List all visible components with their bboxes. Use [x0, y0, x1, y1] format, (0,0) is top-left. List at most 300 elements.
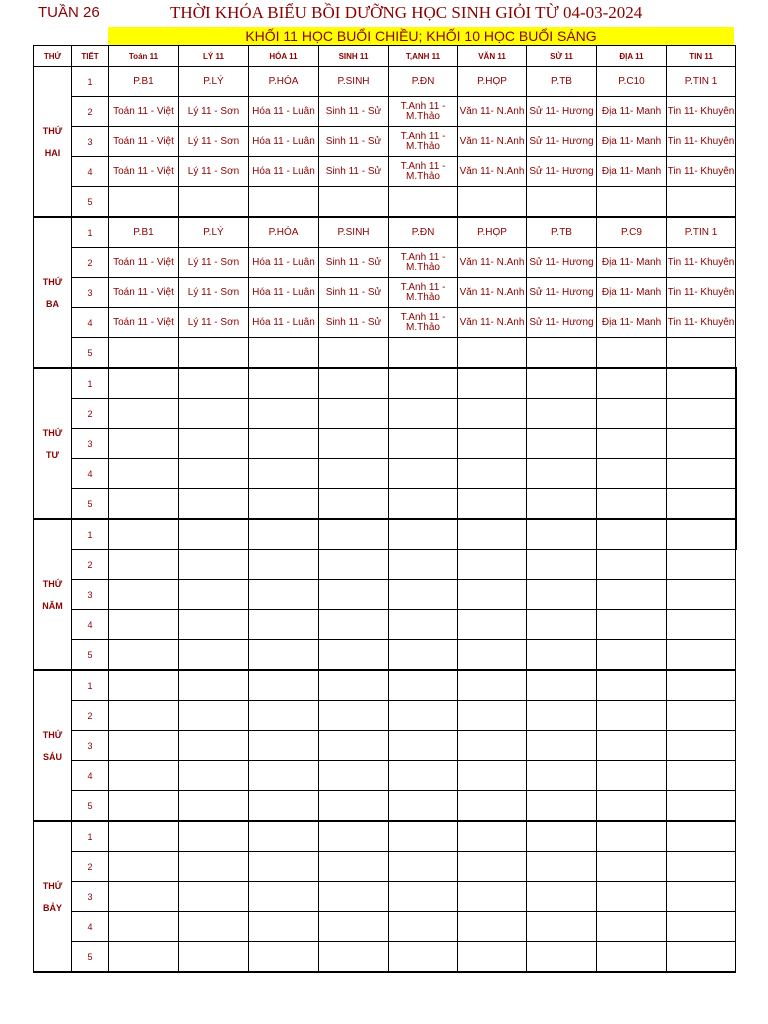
- schedule-cell: Văn 11- N.Anh: [458, 278, 527, 308]
- schedule-cell: [319, 670, 389, 701]
- period-number: 1: [72, 217, 109, 248]
- schedule-cell: [458, 459, 527, 489]
- schedule-cell: [597, 670, 667, 701]
- schedule-cell: P.HỌP: [458, 67, 527, 97]
- schedule-cell: [389, 701, 458, 731]
- schedule-cell: [597, 912, 667, 942]
- schedule-cell: Sinh 11 - Sử: [319, 308, 389, 338]
- schedule-cell: Sinh 11 - Sử: [319, 248, 389, 278]
- schedule-cell: [527, 429, 597, 459]
- schedule-cell: [597, 761, 667, 791]
- table-row: [34, 97, 736, 127]
- day-label-line: THỨ: [42, 276, 63, 287]
- schedule-cell: [389, 489, 458, 520]
- schedule-cell: [319, 640, 389, 671]
- table-row: [34, 278, 736, 308]
- period-number: 4: [72, 157, 109, 187]
- schedule-cell: [527, 580, 597, 610]
- schedule-cell: [597, 640, 667, 671]
- schedule-cell: [249, 610, 319, 640]
- schedule-cell: [319, 912, 389, 942]
- schedule-cell: [597, 580, 667, 610]
- schedule-cell: [667, 821, 736, 852]
- table-row: [34, 489, 736, 520]
- schedule-cell: Toán 11 - Việt: [109, 308, 179, 338]
- schedule-cell: [249, 852, 319, 882]
- schedule-cell: [109, 550, 179, 580]
- table-row: [34, 399, 736, 429]
- schedule-cell: [109, 731, 179, 761]
- schedule-cell: [179, 640, 249, 671]
- period-number: 2: [72, 701, 109, 731]
- schedule-cell: Tin 11- Khuyên: [667, 127, 736, 157]
- schedule-cell: [458, 429, 527, 459]
- column-header: Toán 11: [109, 46, 179, 67]
- schedule-cell: [179, 550, 249, 580]
- page-title: THỜI KHÓA BIỂU BỒI DƯỠNG HỌC SINH GIỎI TỪ 04-03-2024: [170, 3, 643, 22]
- schedule-cell: [458, 852, 527, 882]
- schedule-cell: Sinh 11 - Sử: [319, 127, 389, 157]
- schedule-cell: [249, 429, 319, 459]
- schedule-cell: [597, 942, 667, 973]
- schedule-cell: Hóa 11 - Luân: [249, 157, 319, 187]
- schedule-cell: [179, 459, 249, 489]
- schedule-cell: [179, 399, 249, 429]
- schedule-cell: [597, 731, 667, 761]
- schedule-cell: Văn 11- N.Anh: [458, 127, 527, 157]
- schedule-cell: [458, 550, 527, 580]
- schedule-cell: [249, 459, 319, 489]
- schedule-cell: [458, 912, 527, 942]
- schedule-cell: [527, 821, 597, 852]
- period-number: 3: [72, 429, 109, 459]
- schedule-cell: [249, 550, 319, 580]
- schedule-cell: [667, 761, 736, 791]
- schedule-cell: Hóa 11 - Luân: [249, 248, 319, 278]
- schedule-cell: [319, 882, 389, 912]
- schedule-cell: [597, 399, 667, 429]
- schedule-cell: [458, 580, 527, 610]
- day-label-line: THỨ: [42, 729, 63, 740]
- schedule-cell: [179, 942, 249, 973]
- schedule-cell: Địa 11- Manh: [597, 308, 667, 338]
- day-label: [34, 821, 72, 972]
- schedule-cell: T.Anh 11 - M.Thảo: [389, 157, 458, 187]
- schedule-cell: [109, 821, 179, 852]
- schedule-cell: Lý 11 - Sơn: [179, 278, 249, 308]
- schedule-cell: [319, 610, 389, 640]
- schedule-cell: [109, 610, 179, 640]
- schedule-cell: P.HÓA: [249, 217, 319, 248]
- schedule-cell: [249, 670, 319, 701]
- schedule-cell: T.Anh 11 - M.Thảo: [389, 248, 458, 278]
- schedule-cell: [389, 368, 458, 399]
- schedule-cell: [389, 852, 458, 882]
- schedule-cell: [597, 187, 667, 218]
- table-row: [34, 519, 736, 550]
- schedule-cell: [458, 338, 527, 369]
- schedule-cell: [109, 338, 179, 369]
- schedule-cell: [319, 821, 389, 852]
- schedule-cell: [389, 610, 458, 640]
- schedule-cell: Sinh 11 - Sử: [319, 97, 389, 127]
- schedule-cell: P.C9: [597, 217, 667, 248]
- schedule-cell: [597, 429, 667, 459]
- column-header: LÝ 11: [179, 46, 249, 67]
- schedule-cell: [458, 791, 527, 822]
- schedule-cell: [597, 610, 667, 640]
- period-number: 1: [72, 519, 109, 550]
- schedule-cell: [109, 942, 179, 973]
- schedule-cell: [389, 761, 458, 791]
- schedule-cell: [597, 519, 667, 550]
- period-number: 4: [72, 308, 109, 338]
- schedule-cell: Địa 11- Manh: [597, 278, 667, 308]
- schedule-cell: [319, 731, 389, 761]
- schedule-cell: [249, 338, 319, 369]
- period-number: 2: [72, 852, 109, 882]
- schedule-cell: [667, 368, 736, 399]
- schedule-cell: [527, 852, 597, 882]
- schedule-cell: [319, 550, 389, 580]
- table-row: [34, 821, 736, 852]
- schedule-cell: [597, 338, 667, 369]
- schedule-cell: [667, 519, 736, 550]
- schedule-cell: Toán 11 - Việt: [109, 97, 179, 127]
- schedule-cell: P.TB: [527, 217, 597, 248]
- schedule-cell: Sử 11- Hương: [527, 308, 597, 338]
- table-row: [34, 248, 736, 278]
- schedule-cell: [249, 942, 319, 973]
- schedule-cell: P.B1: [109, 217, 179, 248]
- schedule-cell: [527, 338, 597, 369]
- table-row: [34, 701, 736, 731]
- week-label: TUẦN 26: [38, 4, 100, 21]
- schedule-cell: Tin 11- Khuyên: [667, 97, 736, 127]
- schedule-cell: [389, 731, 458, 761]
- schedule-cell: [179, 701, 249, 731]
- day-label: [34, 368, 72, 519]
- schedule-cell: [527, 942, 597, 973]
- schedule-cell: P.TIN 1: [667, 217, 736, 248]
- schedule-cell: [319, 852, 389, 882]
- schedule-cell: [667, 550, 736, 580]
- schedule-cell: Tin 11- Khuyên: [667, 278, 736, 308]
- schedule-cell: [458, 761, 527, 791]
- period-number: 3: [72, 882, 109, 912]
- column-header: SỬ 11: [527, 46, 597, 67]
- day-label-line: THỨ: [42, 427, 63, 438]
- schedule-cell: [597, 550, 667, 580]
- period-number: 3: [72, 731, 109, 761]
- schedule-cell: Sử 11- Hương: [527, 248, 597, 278]
- schedule-cell: [389, 912, 458, 942]
- table-row: [34, 731, 736, 761]
- period-number: 3: [72, 278, 109, 308]
- schedule-cell: [527, 882, 597, 912]
- schedule-cell: [179, 852, 249, 882]
- schedule-cell: [667, 429, 736, 459]
- schedule-cell: [389, 670, 458, 701]
- schedule-cell: Hóa 11 - Luân: [249, 127, 319, 157]
- period-number: 5: [72, 187, 109, 218]
- schedule-cell: Toán 11 - Việt: [109, 157, 179, 187]
- schedule-cell: [179, 791, 249, 822]
- schedule-cell: P.HỌP: [458, 217, 527, 248]
- schedule-cell: [458, 942, 527, 973]
- schedule-cell: [458, 519, 527, 550]
- schedule-cell: [319, 429, 389, 459]
- schedule-cell: [527, 399, 597, 429]
- table-row: [34, 912, 736, 942]
- schedule-cell: [109, 852, 179, 882]
- schedule-cell: [667, 489, 736, 520]
- table-row: [34, 308, 736, 338]
- schedule-cell: [667, 942, 736, 973]
- day-label-line: NĂM: [42, 600, 63, 611]
- schedule-cell: [109, 701, 179, 731]
- schedule-cell: [389, 791, 458, 822]
- schedule-cell: Sử 11- Hương: [527, 97, 597, 127]
- schedule-cell: [179, 912, 249, 942]
- schedule-cell: P.B1: [109, 67, 179, 97]
- schedule-cell: P.LÝ: [179, 217, 249, 248]
- schedule-cell: [179, 821, 249, 852]
- schedule-cell: [319, 761, 389, 791]
- day-label-line: BẢY: [42, 902, 62, 913]
- period-number: 4: [72, 610, 109, 640]
- schedule-cell: [458, 399, 527, 429]
- schedule-cell: [249, 791, 319, 822]
- schedule-cell: [179, 187, 249, 218]
- day-label-line: BA: [46, 298, 59, 309]
- schedule-cell: [319, 459, 389, 489]
- column-header: THỨ: [34, 46, 72, 67]
- table-row: [34, 791, 736, 822]
- table-row: [34, 610, 736, 640]
- schedule-cell: Hóa 11 - Luân: [249, 308, 319, 338]
- table-row: [34, 942, 736, 973]
- schedule-cell: [389, 550, 458, 580]
- schedule-cell: [109, 761, 179, 791]
- period-number: 4: [72, 912, 109, 942]
- schedule-cell: [389, 399, 458, 429]
- schedule-cell: [109, 640, 179, 671]
- table-row: [34, 217, 736, 248]
- schedule-cell: [458, 701, 527, 731]
- period-number: 3: [72, 580, 109, 610]
- schedule-cell: [389, 821, 458, 852]
- schedule-cell: [179, 338, 249, 369]
- schedule-cell: [667, 731, 736, 761]
- schedule-cell: Hóa 11 - Luân: [249, 278, 319, 308]
- schedule-cell: [389, 882, 458, 912]
- schedule-cell: [597, 852, 667, 882]
- day-label-line: THỨ: [42, 578, 63, 589]
- schedule-cell: [179, 761, 249, 791]
- period-number: 1: [72, 821, 109, 852]
- period-number: 3: [72, 127, 109, 157]
- schedule-cell: [527, 701, 597, 731]
- schedule-cell: T.Anh 11 - M.Thảo: [389, 308, 458, 338]
- schedule-cell: [249, 701, 319, 731]
- schedule-cell: [667, 791, 736, 822]
- schedule-cell: Tin 11- Khuyên: [667, 308, 736, 338]
- schedule-cell: [109, 187, 179, 218]
- period-number: 5: [72, 942, 109, 973]
- schedule-cell: [319, 791, 389, 822]
- table-row: [34, 459, 736, 489]
- schedule-cell: [667, 187, 736, 218]
- schedule-cell: [527, 791, 597, 822]
- schedule-cell: Địa 11- Manh: [597, 97, 667, 127]
- schedule-cell: P.ĐN: [389, 217, 458, 248]
- schedule-cell: Lý 11 - Sơn: [179, 248, 249, 278]
- schedule-cell: [179, 368, 249, 399]
- schedule-cell: [389, 519, 458, 550]
- day-label: [34, 217, 72, 368]
- period-number: 2: [72, 399, 109, 429]
- schedule-cell: T.Anh 11 - M.Thảo: [389, 97, 458, 127]
- schedule-cell: [109, 489, 179, 520]
- table-row: [34, 852, 736, 882]
- schedule-cell: [597, 701, 667, 731]
- schedule-cell: [109, 580, 179, 610]
- schedule-cell: P.C10: [597, 67, 667, 97]
- schedule-cell: [179, 610, 249, 640]
- schedule-cell: [527, 187, 597, 218]
- schedule-cell: [109, 459, 179, 489]
- schedule-cell: Toán 11 - Việt: [109, 248, 179, 278]
- schedule-cell: Địa 11- Manh: [597, 157, 667, 187]
- schedule-cell: [458, 882, 527, 912]
- schedule-cell: [249, 761, 319, 791]
- schedule-cell: [389, 580, 458, 610]
- day-label-line: HAI: [44, 147, 61, 158]
- schedule-cell: [179, 429, 249, 459]
- schedule-cell: [249, 519, 319, 550]
- schedule-cell: [319, 580, 389, 610]
- schedule-cell: [249, 399, 319, 429]
- schedule-cell: [458, 640, 527, 671]
- schedule-cell: [597, 821, 667, 852]
- schedule-cell: P.SINH: [319, 67, 389, 97]
- schedule-cell: T.Anh 11 - M.Thảo: [389, 278, 458, 308]
- schedule-cell: [179, 580, 249, 610]
- schedule-cell: [109, 912, 179, 942]
- schedule-cell: [249, 580, 319, 610]
- schedule-cell: Toán 11 - Việt: [109, 127, 179, 157]
- period-number: 1: [72, 67, 109, 97]
- schedule-cell: [597, 368, 667, 399]
- table-row: [34, 67, 736, 97]
- schedule-cell: [667, 882, 736, 912]
- schedule-cell: [458, 821, 527, 852]
- schedule-cell: [667, 640, 736, 671]
- schedule-cell: [109, 882, 179, 912]
- day-label-line: SÁU: [42, 751, 62, 762]
- schedule-cell: [249, 731, 319, 761]
- schedule-cell: P.ĐN: [389, 67, 458, 97]
- table-row: [34, 640, 736, 671]
- schedule-cell: [527, 489, 597, 520]
- schedule-cell: [667, 852, 736, 882]
- schedule-cell: Địa 11- Manh: [597, 127, 667, 157]
- schedule-cell: [389, 187, 458, 218]
- table-row: [34, 670, 736, 701]
- table-row: [34, 157, 736, 187]
- schedule-cell: [458, 670, 527, 701]
- schedule-cell: [389, 338, 458, 369]
- schedule-cell: [527, 610, 597, 640]
- column-header: HÓA 11: [249, 46, 319, 67]
- day-label: [34, 519, 72, 670]
- schedule-cell: [458, 731, 527, 761]
- page-subtitle: KHỐI 11 HỌC BUỔI CHIỀU; KHỐI 10 HỌC BUỔI SÁNG: [108, 27, 734, 45]
- column-header: ĐỊA 11: [597, 46, 667, 67]
- schedule-cell: P.SINH: [319, 217, 389, 248]
- schedule-cell: Tin 11- Khuyên: [667, 248, 736, 278]
- schedule-cell: [667, 399, 736, 429]
- table-row: [34, 882, 736, 912]
- schedule-cell: [458, 610, 527, 640]
- schedule-cell: Lý 11 - Sơn: [179, 127, 249, 157]
- schedule-cell: [179, 670, 249, 701]
- day-label: [34, 670, 72, 821]
- schedule-cell: [179, 731, 249, 761]
- schedule-cell: [319, 701, 389, 731]
- table-row: [34, 127, 736, 157]
- schedule-cell: [109, 399, 179, 429]
- schedule-cell: Văn 11- N.Anh: [458, 157, 527, 187]
- schedule-cell: Tin 11- Khuyên: [667, 157, 736, 187]
- schedule-cell: [597, 791, 667, 822]
- schedule-cell: [667, 580, 736, 610]
- schedule-cell: [527, 731, 597, 761]
- schedule-cell: [319, 399, 389, 429]
- schedule-cell: [249, 368, 319, 399]
- period-number: 5: [72, 489, 109, 520]
- schedule-cell: [667, 459, 736, 489]
- schedule-cell: [109, 519, 179, 550]
- schedule-cell: [667, 610, 736, 640]
- column-header: T,ANH 11: [389, 46, 458, 67]
- schedule-cell: [597, 489, 667, 520]
- schedule-cell: [249, 187, 319, 218]
- schedule-cell: [109, 791, 179, 822]
- schedule-cell: [667, 701, 736, 731]
- schedule-cell: Sinh 11 - Sử: [319, 278, 389, 308]
- schedule-cell: [527, 912, 597, 942]
- table-row: [34, 338, 736, 369]
- schedule-cell: P.LÝ: [179, 67, 249, 97]
- schedule-cell: [527, 550, 597, 580]
- timetable: [33, 45, 737, 973]
- table-row: [34, 550, 736, 580]
- schedule-cell: P.TIN 1: [667, 67, 736, 97]
- schedule-cell: P.TB: [527, 67, 597, 97]
- schedule-cell: Sinh 11 - Sử: [319, 157, 389, 187]
- table-row: [34, 580, 736, 610]
- period-number: 1: [72, 670, 109, 701]
- schedule-cell: [319, 187, 389, 218]
- schedule-cell: [389, 640, 458, 671]
- period-number: 2: [72, 97, 109, 127]
- schedule-cell: [667, 912, 736, 942]
- schedule-cell: [179, 882, 249, 912]
- period-number: 4: [72, 459, 109, 489]
- schedule-cell: [458, 489, 527, 520]
